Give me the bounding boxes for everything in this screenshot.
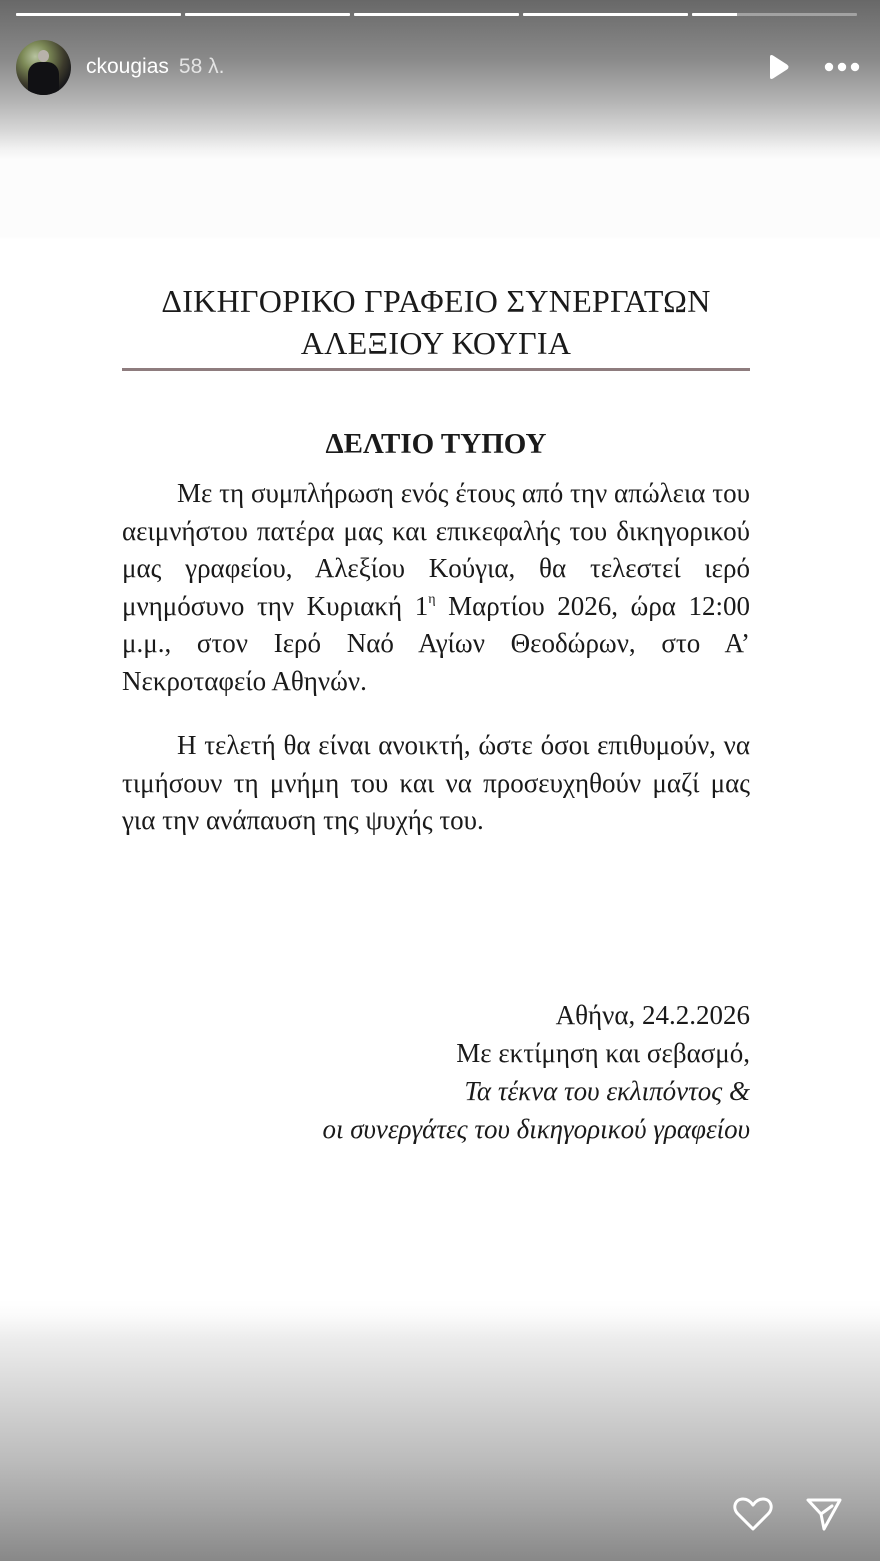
more-options-icon (824, 62, 860, 72)
paragraph-1-text-a: Με τη συμπλήρωση ενός έτους από την απώλεια του αειμνήστου πατέρα μας και επικεφαλής του δικηγορικού μας γραφείου, Αλεξίου Κούγια, θα τελεστεί ιερό μνημόσυνο την Κυριακή 1 (122, 478, 750, 621)
paragraph-2: Η τελετή θα είναι ανοικτή, ώστε όσοι επιθυμούν, να τιμήσουν τη μνήμη του και να προσευχηθούν μαζί μας για την ανάπαυση της ψυχής του. (122, 730, 750, 835)
progress-fill (692, 13, 737, 16)
send-icon (804, 1495, 844, 1533)
firm-name-line2: ΑΛΕΞΙΟΥ ΚΟΥΓΙΑ (300, 325, 572, 361)
closing-line: Με εκτίμηση και σεβασμό, (456, 1038, 750, 1068)
avatar-head (38, 50, 49, 62)
top-gradient-overlay (0, 0, 880, 240)
signature-line-1: Τα τέκνα του εκλιπόντος & (464, 1076, 750, 1106)
story-footer-actions (732, 1495, 844, 1533)
progress-segment-1[interactable] (16, 13, 181, 16)
document-title: ΔΕΛΤΙΟ ΤΥΠΟΥ (325, 428, 547, 460)
progress-segment-3[interactable] (354, 13, 519, 16)
header-divider (122, 368, 750, 371)
story-progress-bar (16, 13, 857, 17)
heart-icon (732, 1495, 774, 1533)
press-release-document (122, 280, 750, 867)
firm-name (122, 280, 750, 364)
share-button[interactable] (804, 1495, 844, 1533)
paragraph-1-text-b: Μαρτίου 2026, ώρα 12:00 μ.μ., στον Ιερό Ναό Αγίων Θεοδώρων, στο Α’ Νεκροταφείο Αθηνών. (122, 590, 750, 696)
progress-fill (16, 13, 181, 16)
avatar-torso (28, 62, 59, 95)
progress-segment-5-current[interactable] (692, 13, 857, 16)
play-icon (766, 54, 790, 80)
ordinal-superscript: η (428, 591, 436, 607)
progress-fill (523, 13, 688, 16)
header-actions (766, 54, 860, 80)
more-options-button[interactable] (824, 62, 860, 72)
timestamp: 58 λ. (178, 55, 225, 78)
username-link[interactable]: ckougias (86, 55, 169, 78)
play-button[interactable] (766, 54, 790, 80)
avatar[interactable] (16, 40, 71, 95)
progress-segment-4[interactable] (523, 13, 688, 16)
story-header (16, 39, 860, 95)
signature-block (322, 996, 750, 1148)
place-date: Αθήνα, 24.2.2026 (555, 1000, 750, 1030)
firm-name-line1: ΔΙΚΗΓΟΡΙΚΟ ΓΡΑΦΕΙΟ ΣΥΝΕΡΓΑΤΩΝ (161, 283, 711, 319)
like-button[interactable] (732, 1495, 774, 1533)
paragraph-1 (122, 475, 750, 700)
progress-segment-2[interactable] (185, 13, 350, 16)
progress-fill (185, 13, 350, 16)
signature-line-2: οι συνεργάτες του δικηγορικού γραφείου (322, 1114, 750, 1144)
progress-fill (354, 13, 519, 16)
